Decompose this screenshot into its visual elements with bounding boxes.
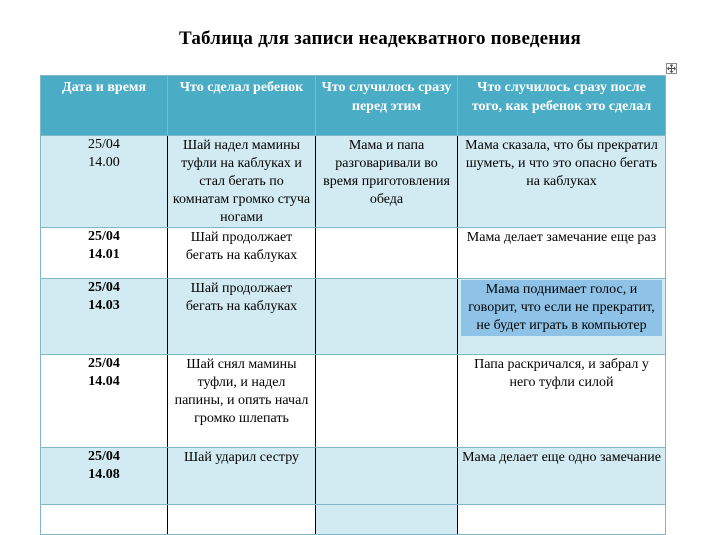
cell-before[interactable] [316, 448, 458, 505]
cell-before[interactable] [316, 505, 458, 535]
cell-date: 25/04 [88, 356, 120, 371]
cell-after[interactable]: Мама сказала, что бы прекратил шуметь, и что это опасно бегать на каблуках [458, 136, 666, 228]
cell-date-time[interactable] [41, 279, 168, 355]
cell-time: 14.03 [88, 298, 120, 313]
table-row [41, 355, 666, 448]
table-row [41, 279, 666, 355]
cell-after[interactable]: Мама делает замечание еще раз [458, 228, 666, 279]
cell-date: 25/04 [88, 280, 120, 295]
move-arrows-icon [667, 64, 676, 73]
header-child-action: Что сделал ребенок [168, 76, 316, 136]
cell-action[interactable] [168, 505, 316, 535]
cell-action[interactable]: Шай надел мамины туфли на каблуках и стал бегать по комнатам громко стуча ногами [168, 136, 316, 228]
document-title: Таблица для записи неадекватного поведения [178, 28, 582, 49]
cell-date-time[interactable] [41, 505, 168, 535]
cell-time: 14.01 [88, 247, 120, 262]
cell-before[interactable] [316, 355, 458, 448]
cell-after[interactable]: Мама делает еще одно замечание [458, 448, 666, 505]
cell-time: 14.00 [88, 155, 120, 170]
behavior-log-table [40, 75, 666, 535]
cell-after[interactable]: Папа раскричался, и забрал у него туфли силой [458, 355, 666, 448]
cell-date-time[interactable] [41, 228, 168, 279]
header-after: Что случилось сразу после того, как ребенок это сделал [458, 76, 666, 136]
cell-date: 25/04 [88, 449, 120, 464]
table-row [41, 136, 666, 228]
header-before: Что случилось сразу перед этим [316, 76, 458, 136]
cell-time: 14.08 [88, 467, 120, 482]
cell-time: 14.04 [88, 374, 120, 389]
cell-date: 25/04 [88, 137, 120, 152]
selected-text-highlight[interactable]: Мама поднимает голос, и говорит, что если не прекратит, не будет играть в компьютер [461, 280, 662, 336]
cell-after[interactable] [458, 505, 666, 535]
cell-date-time[interactable] [41, 355, 168, 448]
cell-before[interactable]: Мама и папа разговаривали во время приготовления обеда [316, 136, 458, 228]
table-row [41, 448, 666, 505]
table-row [41, 505, 666, 535]
cell-date-time[interactable] [41, 448, 168, 505]
table-row [41, 228, 666, 279]
cell-date: 25/04 [88, 229, 120, 244]
cell-before[interactable] [316, 279, 458, 355]
cell-before[interactable] [316, 228, 458, 279]
cell-action[interactable]: Шай снял мамины туфли, и надел папины, и опять начал громко шлепать [168, 355, 316, 448]
cell-action[interactable]: Шай продолжает бегать на каблуках [168, 279, 316, 355]
table-header-row [41, 76, 666, 136]
header-date-time: Дата и время [41, 76, 168, 136]
table-move-handle-icon[interactable] [666, 63, 677, 74]
cell-date-time[interactable] [41, 136, 168, 228]
cell-action[interactable]: Шай ударил сестру [168, 448, 316, 505]
cell-after[interactable] [458, 279, 666, 355]
cell-action[interactable]: Шай продолжает бегать на каблуках [168, 228, 316, 279]
